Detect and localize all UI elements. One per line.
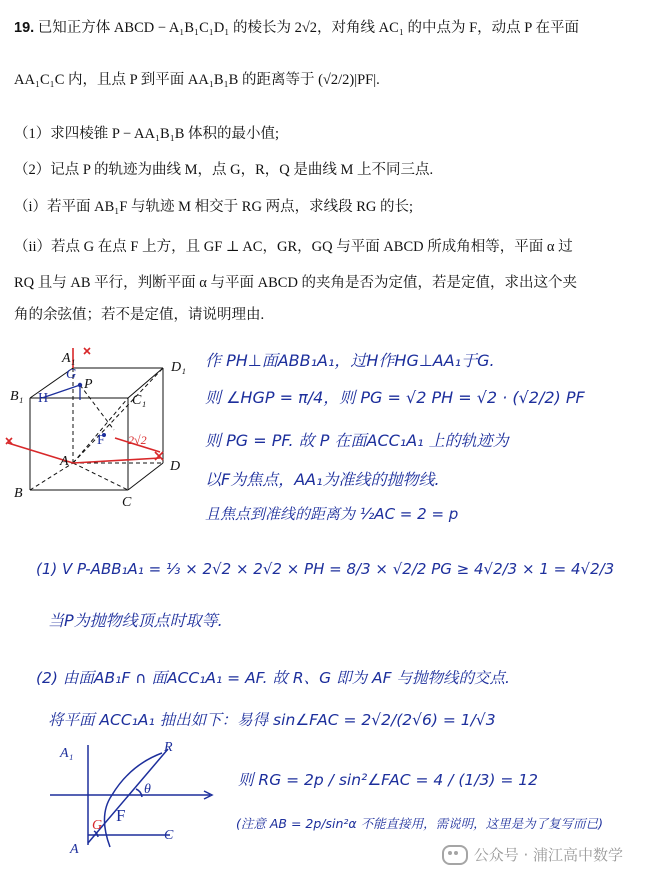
wechat-icon xyxy=(442,845,468,865)
label-P: P xyxy=(84,377,93,392)
problem-stem-2: AA₁C₁C 内，且点 P 到平面 AA₁B₁B 的距离等于 (√2/2)|PF|. xyxy=(14,72,380,88)
hw-line-2: 则 ∠HGP = π/4，则 PG = √2 PH = √2 · (√2/2) PF xyxy=(205,388,585,407)
question-1: （1）求四棱锥 P − AA₁B₁B 体积的最小值; xyxy=(14,126,280,142)
watermark-text: 公众号 · 浦江高中数学 xyxy=(473,846,623,864)
hw-line-10: 则 RG = 2p / sin²∠FAC = 4 / (1/3) = 12 xyxy=(238,771,538,789)
parabola-label-C: C xyxy=(164,828,174,843)
parabola-sketch xyxy=(40,735,230,860)
label-D: D xyxy=(170,459,181,474)
label-A1: A₁ xyxy=(62,351,76,366)
parabola-label-F: F xyxy=(116,806,126,825)
hw-line-11: (注意 AB = 2p/sin²α 不能直接用，需说明，这里是为了复写而已) xyxy=(236,816,604,831)
question-2-ii-a: （ii）若点 G 在点 F 上方，且 GF ⊥ AC，GR，GQ 与平面 ABCD 所成角相等，平面 α 过 xyxy=(14,239,573,255)
hw-line-7: 当P为抛物线顶点时取等. xyxy=(48,611,223,630)
problem-stem-1: 已知正方体 ABCD − A₁B₁C₁D₁ 的棱长为 2√2，对角线 AC₁ 的中点为 F，动点 P 在平面 xyxy=(37,20,579,36)
parabola-label-theta: θ xyxy=(144,782,151,797)
label-B1: B₁ xyxy=(10,389,24,404)
label-B: B xyxy=(14,486,23,501)
cube-figure xyxy=(0,340,205,520)
problem-line-1 xyxy=(14,16,579,37)
label-F: F xyxy=(97,433,105,448)
label-D1: D₁ xyxy=(171,360,186,375)
label-A: A xyxy=(60,454,69,469)
parabola-label-R: R xyxy=(164,740,173,755)
question-2-i: （i）若平面 AB₁F 与轨迹 M 相交于 RG 两点，求线段 RG 的长; xyxy=(14,199,413,215)
problem-number: 19. xyxy=(14,20,35,36)
watermark xyxy=(442,844,623,865)
parabola-label-A: A xyxy=(70,842,79,857)
hw-line-4: 以F为焦点，AA₁为准线的抛物线. xyxy=(205,470,440,489)
question-2-ii-b: RQ 且与 AB 平行，判断平面 α 与平面 ABCD 的夹角是否为定值，若是定值，求出这个夹 xyxy=(14,275,578,291)
label-G: G xyxy=(66,367,77,382)
label-length: 2√2 xyxy=(128,433,147,447)
label-H: H xyxy=(38,391,49,406)
parabola-label-G: G xyxy=(92,818,103,833)
hw-line-5: 且焦点到准线的距离为 ½AC = 2 = p xyxy=(205,505,459,523)
hw-line-8: (2) 由面AB₁F ∩ 面ACC₁A₁ = AF. 故 R、G 即为 AF 与抛物线的交点. xyxy=(36,669,510,687)
hw-line-3: 则 PG = PF. 故 P 在面ACC₁A₁ 上的轨迹为 xyxy=(205,431,509,450)
parabola-label-A1: A₁ xyxy=(60,746,74,761)
hw-line-9: 将平面 ACC₁A₁ 抽出如下：易得 sin∠FAC = 2√2/(2√6) = 1/√3 xyxy=(48,711,496,729)
label-C: C xyxy=(122,495,132,510)
question-2-ii-c: 角的余弦值；若不是定值，请说明理由. xyxy=(14,307,265,323)
hw-line-1: 作 PH⊥面ABB₁A₁，过H作HG⊥AA₁于G. xyxy=(205,351,495,370)
label-C1: C₁ xyxy=(132,393,147,408)
question-2: （2）记点 P 的轨迹为曲线 M，点 G，R，Q 是曲线 M 上不同三点. xyxy=(14,162,434,178)
hw-line-6: (1) V P-ABB₁A₁ = ⅓ × 2√2 × 2√2 × PH = 8/3 × √2/2 PG ≥ 4√2/3 × 1 = 4√2/3 xyxy=(36,560,615,578)
